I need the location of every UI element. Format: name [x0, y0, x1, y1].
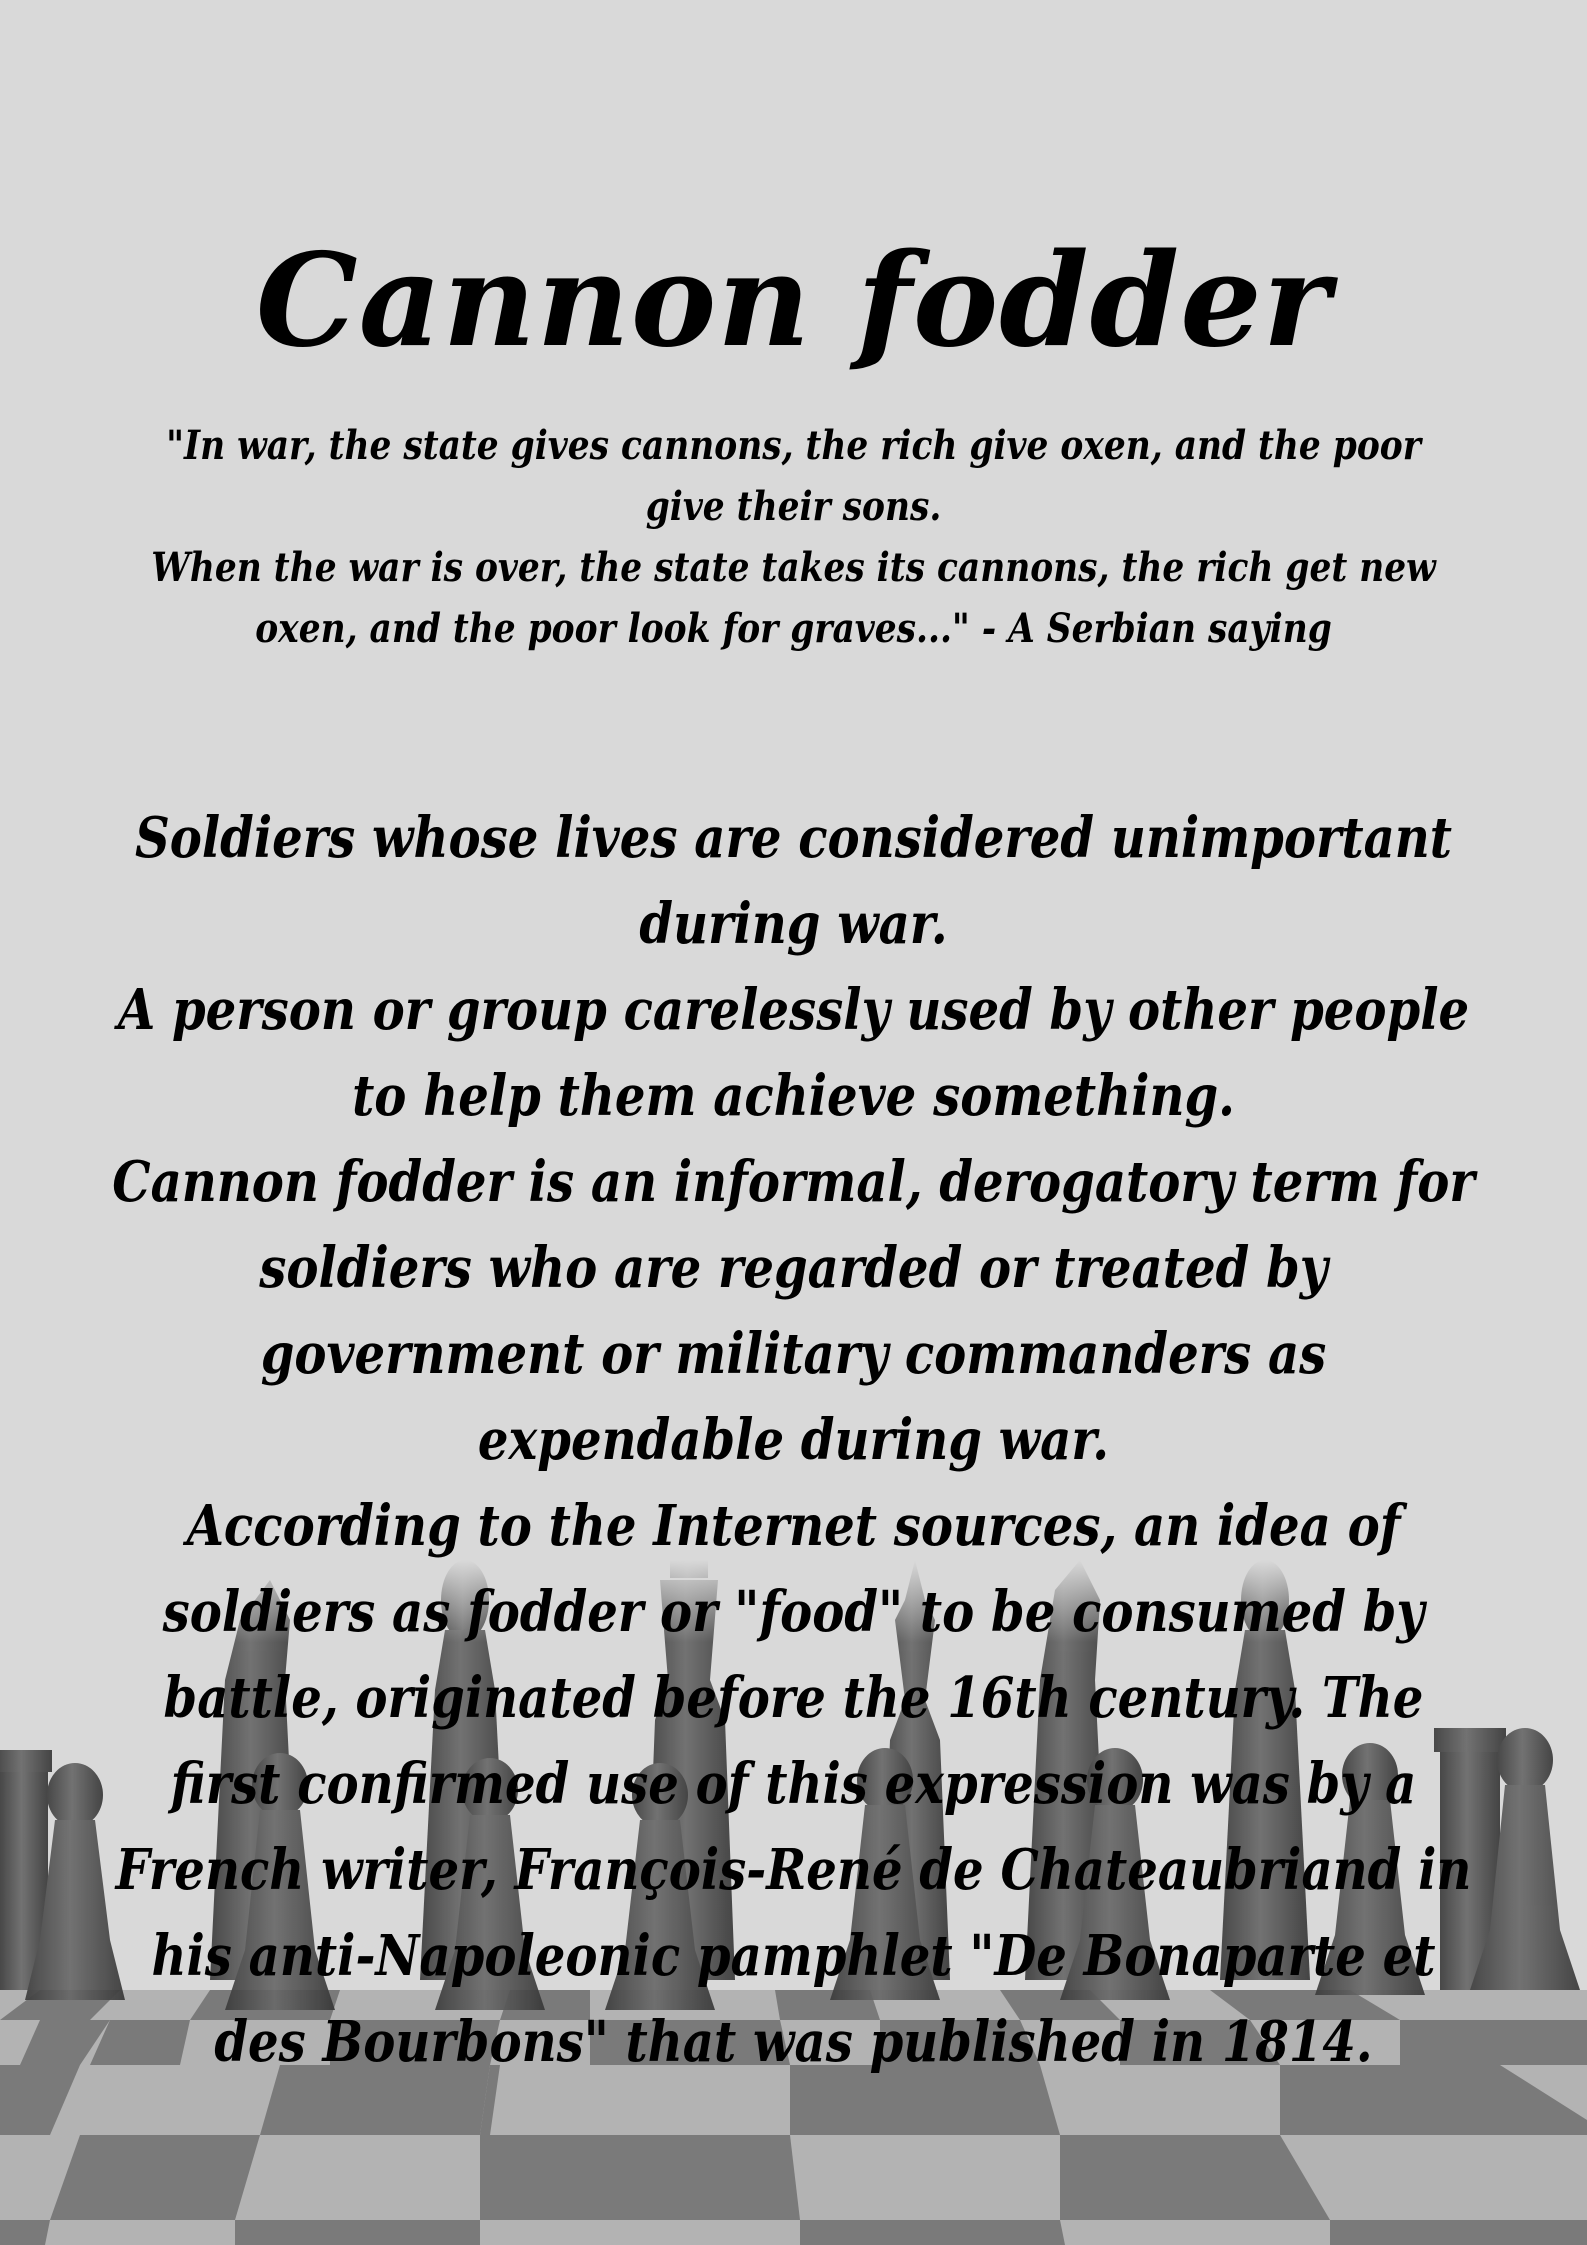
history-text: According to the Internet sources, an idea of soldiers as fodder or "food" to be consumed by battle, originated before the 16th century. The first confirmed use of this expression was by a French writer, François-René de Chateaubriand in his anti-Napoleonic pamphlet "De Bonaparte et des Bourbons" that was published in 1814. — [115, 1493, 1472, 2075]
history-paragraph — [111, 1483, 1476, 2085]
definition-2: A person or group carelessly used by other people to help them achieve something. — [117, 977, 1470, 1129]
page-title: Cannon fodder — [255, 225, 1332, 376]
definition-1: Soldiers whose lives are considered unimportant during war. — [134, 805, 1453, 957]
definitions-block — [111, 795, 1476, 1483]
definition-3: Cannon fodder is an informal, derogatory term for soldiers who are regarded or treated by government or military commanders as expendable during war. — [112, 1149, 1475, 1473]
quote-line-1: "In war, the state gives cannons, the rich give oxen, and the poor give their sons. — [166, 422, 1421, 530]
quote-line-2: When the war is over, the state takes its cannons, the rich get new oxen, and the poor look for graves..." - A Serbian saying — [151, 544, 1436, 652]
serbian-saying-quote — [137, 415, 1450, 659]
